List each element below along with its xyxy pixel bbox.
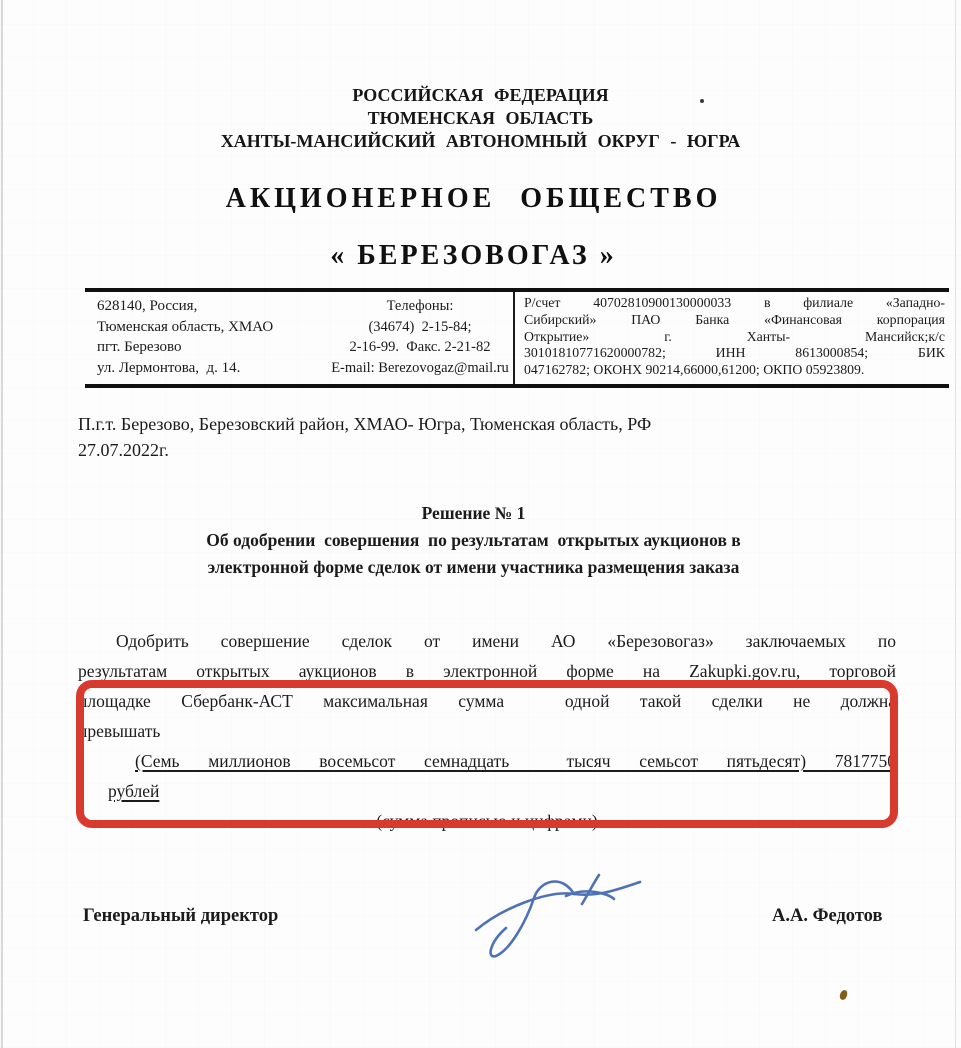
handwritten-signature bbox=[462, 866, 652, 962]
address-line: пгт. Березово bbox=[97, 339, 182, 355]
decision-subject1: Об одобрении совершения по результатам открытых аукционов в bbox=[206, 530, 741, 550]
letterhead-region bbox=[0, 84, 961, 153]
requisites-phones-column bbox=[327, 292, 513, 384]
body-line: превышать bbox=[78, 721, 161, 741]
bank-line: Открытие» г. Ханты- Мансийск;к/с bbox=[524, 328, 945, 344]
requisites-address-column bbox=[85, 292, 327, 384]
phones-line: Телефоны: bbox=[386, 298, 454, 314]
body-line: площадке Сбербанк-АСТ максимальная сумма одной такой сделки не должна bbox=[78, 691, 896, 711]
requisites-bank-column bbox=[513, 292, 949, 384]
phones-line: 2-16-99. Факс. 2-21-82 bbox=[349, 339, 491, 355]
sum-unit-line bbox=[78, 776, 896, 806]
letterhead-line-oblast: ТЮМЕНСКАЯ ОБЛАСТЬ bbox=[367, 108, 594, 128]
phones-line: (34674) 2-15-84; bbox=[368, 318, 472, 335]
letterhead-line-country: РОССИЙСКАЯ ФЕДЕРАЦИЯ bbox=[352, 85, 609, 105]
address-line: 628140, Россия, bbox=[97, 298, 198, 314]
address-line: ул. Лермонтова, д. 14. bbox=[97, 359, 241, 376]
body-line: результатам открытых аукционов в электронной форме на Zakupki.gov.ru, торговой bbox=[78, 661, 896, 681]
bank-line: Сибирский» ПАО Банка «Финансовая корпорация bbox=[524, 311, 945, 327]
place-date-block bbox=[78, 411, 651, 463]
letterhead-line-district: ХАНТЫ-МАНСИЙСКИЙ АВТОНОМНЫЙ ОКРУГ - ЮГРА bbox=[220, 131, 741, 151]
bank-line: 30101810771620000782; ИНН 8613000854; БИК bbox=[524, 345, 945, 361]
decision-subject2: электронной форме сделок от имени участника размещения заказа bbox=[207, 557, 740, 577]
sum-in-words-line bbox=[78, 746, 896, 776]
body-line: Одобрить совершение сделок от имени АО «Березовогаз» заключаемых по bbox=[116, 631, 896, 651]
bank-line: Р/счет 40702810900130000033 в филиале «Западно- bbox=[524, 295, 945, 310]
signatory-name-label: А.А. Федотов bbox=[772, 906, 883, 926]
company-name-title: « БЕРЕЗОВОГАЗ » bbox=[330, 240, 617, 271]
sum-caption: (сумма прописью и цифрами) bbox=[376, 811, 598, 831]
scan-edge-right bbox=[955, 0, 956, 1048]
decision-heading bbox=[0, 500, 947, 581]
date-line: 27.07.2022г. bbox=[78, 440, 169, 460]
ink-speck-artifact bbox=[839, 989, 848, 1000]
decision-body bbox=[78, 626, 896, 836]
decision-number: Решение № 1 bbox=[421, 503, 526, 523]
company-type-title: АКЦИОНЕРНОЕ ОБЩЕСТВО bbox=[225, 183, 722, 214]
bank-line: 047162782; ОКОНХ 90214,66000,61200; ОКПО 05923809. bbox=[524, 362, 865, 378]
address-line: Тюменская область, ХМАО bbox=[97, 318, 274, 335]
requisites-table bbox=[85, 288, 949, 388]
place-line: П.г.т. Березово, Березовский район, ХМАО- Югра, Тюменская область, РФ bbox=[78, 414, 652, 434]
scan-dot-artifact bbox=[700, 99, 704, 103]
phones-line: E-mail: Berezovogaz@mail.ru bbox=[331, 359, 509, 376]
signatory-role-label: Генеральный директор bbox=[83, 906, 279, 926]
sum-in-words-text: (Семь миллионов восемьсот семнадцать тысяч семьсот пятьдесят) 7817750 bbox=[135, 751, 896, 771]
sum-unit-text: рублей bbox=[108, 781, 160, 801]
